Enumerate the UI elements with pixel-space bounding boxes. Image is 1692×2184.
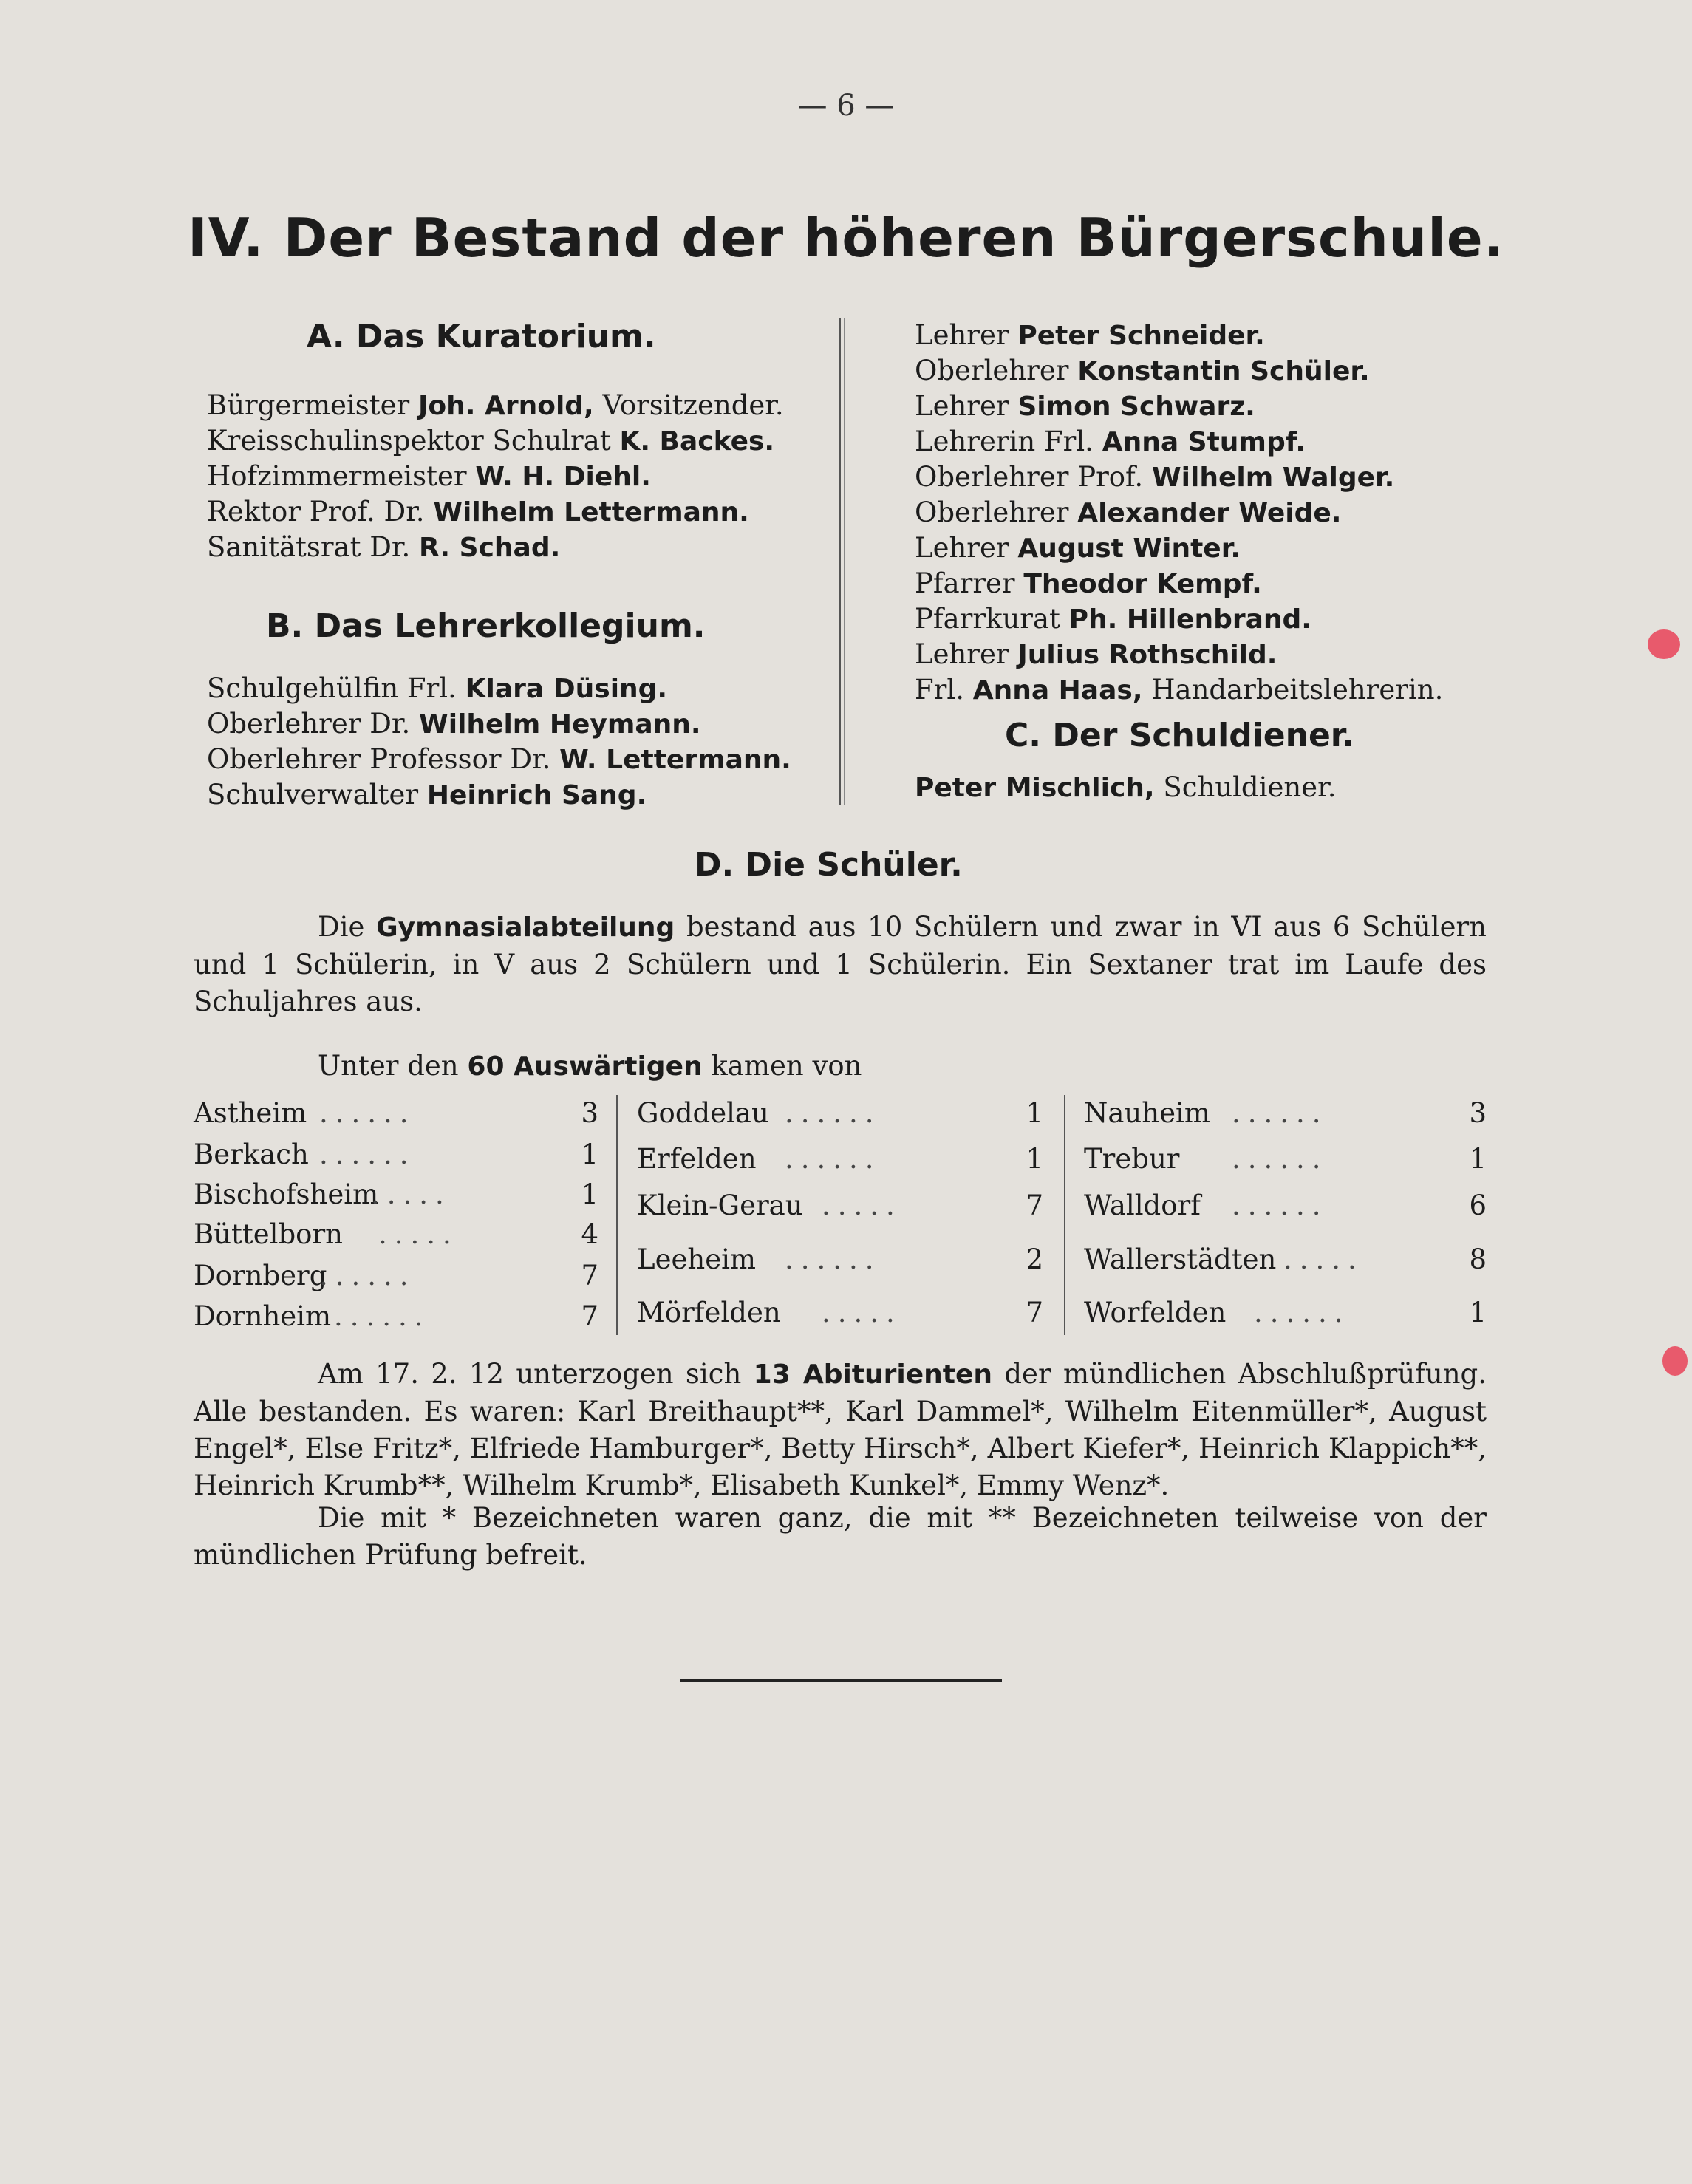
table-row: Worfelden ...... 1 — [1084, 1297, 1487, 1328]
table-row: Büttelborn ..... 4 — [194, 1218, 598, 1250]
page-title: IV. Der Bestand der höheren Bürgerschule. — [187, 207, 1505, 269]
auswaertige-table — [194, 1095, 1487, 1339]
kuratorium-line: Rektor Prof. Dr. Wilhelm Lettermann. — [207, 496, 749, 528]
schuldiener-heading: C. Der Schuldiener. — [1005, 717, 1354, 754]
table-divider — [616, 1095, 618, 1335]
lehrerkollegium-right-list — [915, 318, 1443, 708]
table-row: Goddelau ...... 1 — [637, 1097, 1043, 1129]
auswaertige-intro: Unter den 60 Auswärtigen kamen von — [318, 1050, 862, 1082]
table-row: Wallerstädten ..... 8 — [1084, 1243, 1487, 1275]
kuratorium-line: Hofzimmermeister W. H. Diehl. — [207, 460, 651, 492]
lehrer-line: Lehrer Julius Rothschild. — [915, 638, 1277, 670]
kuratorium-heading: A. Das Kuratorium. — [307, 318, 656, 355]
lehrer-line: Schulgehülfin Frl. Klara Düsing. — [207, 672, 668, 704]
lehrer-line: Lehrer Simon Schwarz. — [915, 390, 1255, 422]
column-divider — [844, 318, 845, 805]
lehrer-line: Oberlehrer Professor Dr. W. Lettermann. — [207, 743, 791, 775]
end-rule — [680, 1679, 1002, 1682]
lehrer-line: Pfarrer Theodor Kempf. — [915, 567, 1262, 599]
note-paragraph: Die mit * Bezeichneten waren ganz, die mit ** Bezeichneten teilweise von der mündlichen Prüfung befreit. — [194, 1502, 1487, 1571]
table-row: Berkach ...... 1 — [194, 1139, 598, 1170]
gymnasial-paragraph: Die Gymnasialabteilung bestand aus 10 Schülern und zwar in VI aus 6 Schülern und 1 Schülerin, in V aus 2 Schülern und 1 Schülerin. Ein Sextaner trat im Laufe des Schuljahres aus. — [194, 911, 1487, 1017]
lehrer-line: Pfarrkurat Ph. Hillenbrand. — [915, 603, 1311, 635]
table-row: Bischofsheim ..... 1 — [194, 1178, 598, 1210]
table-row: Dornheim ...... 7 — [194, 1300, 598, 1332]
table-divider — [1064, 1095, 1065, 1335]
lehrerkollegium-heading: B. Das Lehrerkollegium. — [266, 607, 706, 645]
lehrer-line: Oberlehrer Alexander Weide. — [915, 496, 1342, 528]
table-row: Dornberg ...... 7 — [194, 1260, 598, 1291]
lehrer-line: Oberlehrer Konstantin Schüler. — [915, 355, 1370, 386]
kuratorium-line: Sanitätsrat Dr. R. Schad. — [207, 531, 561, 563]
lehrer-line: Lehrerin Frl. Anna Stumpf. — [915, 426, 1306, 457]
lehrer-line: Schulverwalter Heinrich Sang. — [207, 779, 647, 811]
pink-mark-icon — [1648, 629, 1680, 659]
kuratorium-line: Kreisschulinspektor Schulrat K. Backes. — [207, 425, 775, 457]
schueler-heading: D. Die Schüler. — [695, 846, 963, 884]
table-row: Nauheim ...... 3 — [1084, 1097, 1487, 1129]
table-row: Walldorf ...... 6 — [1084, 1190, 1487, 1221]
column-divider — [839, 318, 841, 805]
lehrer-line: Lehrer Peter Schneider. — [915, 319, 1265, 351]
page-number: — 6 — — [797, 89, 895, 123]
table-row: Astheim ...... 3 — [194, 1097, 598, 1129]
table-row: Leeheim ...... 2 — [637, 1243, 1043, 1275]
kuratorium-line: Bürgermeister Joh. Arnold, Vorsitzender. — [207, 389, 784, 421]
table-row: Klein-Gerau ..... 7 — [637, 1190, 1043, 1221]
lehrer-line: Frl. Anna Haas, Handarbeitslehrerin. — [915, 674, 1444, 706]
schuldiener-line: Peter Mischlich, Schuldiener. — [915, 771, 1337, 803]
pink-mark-icon — [1662, 1346, 1688, 1376]
kuratorium-list — [207, 388, 784, 565]
lehrer-line: Oberlehrer Prof. Wilhelm Walger. — [915, 461, 1395, 493]
table-row: Trebur ...... 1 — [1084, 1143, 1487, 1175]
lehrerkollegium-left-list — [207, 671, 791, 813]
lehrer-line: Oberlehrer Dr. Wilhelm Heymann. — [207, 708, 701, 740]
abiturienten-paragraph: Am 17. 2. 12 unterzogen sich 13 Abiturienten der mündlichen Abschlußprüfung. Alle bestanden. Es waren: Karl Breithaupt**, Karl Dammel*, Wilhelm Eitenmüller*, August Engel*, Else Fritz*, Elfriede Hamburger*, Betty Hirsch*, Albert Kiefer*, Heinrich Klappich**, Heinrich Krumb**, Wilhelm Krumb*, Elisabeth Kunkel*, Emmy Wenz*. — [194, 1358, 1487, 1501]
lehrer-line: Lehrer August Winter. — [915, 532, 1241, 564]
table-row: Mörfelden ..... 7 — [637, 1297, 1043, 1328]
table-row: Erfelden ...... 1 — [637, 1143, 1043, 1175]
